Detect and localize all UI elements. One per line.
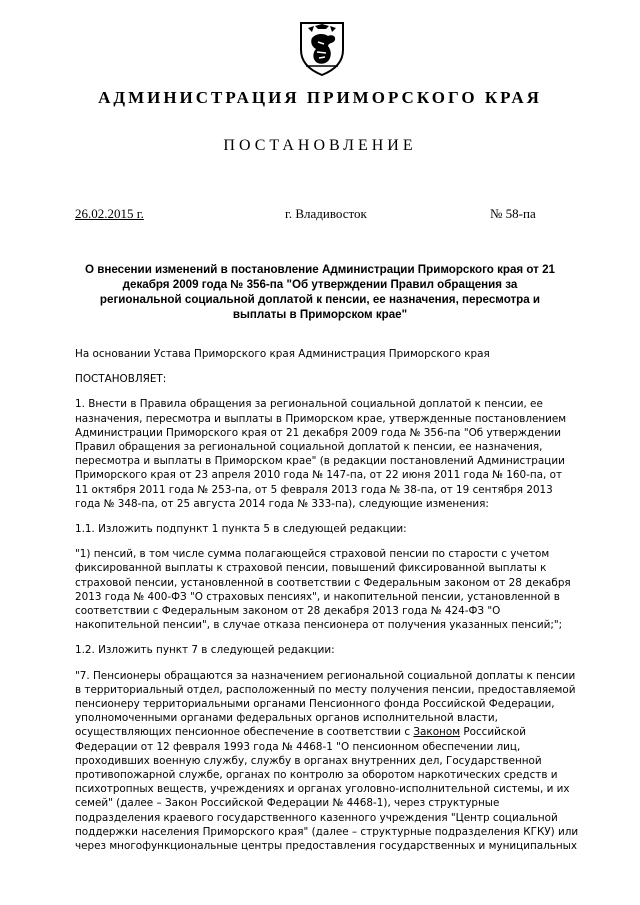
paragraph-item-1-2: 1.2. Изложить пункт 7 в следующей редакции:	[75, 644, 335, 657]
paragraph-item-1	[75, 397, 595, 511]
text-line: Правил обращения за региональной социальной доплатой к пенсии, ее назначения,	[75, 441, 543, 454]
text-line: семей" (далее – Закон Российской Федерации № 4468-1), через структурные	[75, 797, 500, 810]
text-line	[75, 725, 595, 739]
title-line: О внесении изменений в постановление Администрации Приморского края от 21	[85, 263, 555, 276]
text-line: противопожарной службе, органах по контролю за оборотом наркотических средств и	[75, 769, 558, 782]
text-line: психотропных веществ, учреждениях и органах уголовно-исполнительной системы, и их	[75, 783, 570, 796]
title-line: декабря 2009 года № 356-па "Об утверждении Правил обращения за	[122, 278, 518, 291]
text-line: "7. Пенсионеры обращаются за назначением региональной социальной доплаты к пенсии	[75, 669, 576, 682]
paragraph-item-1-1: 1.1. Изложить подпункт 1 пункта 5 в следующей редакции:	[75, 523, 407, 536]
text-line: проходивших военную службу, службу в органах внутренних дел, Государственной	[75, 754, 542, 767]
paragraph-resolves: ПОСТАНОВЛЯЕТ:	[75, 373, 167, 386]
document-date: 26.02.2015 г.	[75, 206, 144, 221]
text-line: Администрации Приморского края от 21 декабря 2009 года № 356-па "Об утверждении	[75, 426, 562, 439]
text-line: 11 октября 2011 года № 253-па, от 5 февраля 2013 года № 38-па, от 19 сентября 2013	[75, 483, 553, 496]
text-line: "1) пенсий, в том числе сумма полагающейся страховой пенсии по старости с учетом	[75, 548, 550, 561]
text-line: подразделения краевого государственного казенного учреждения "Центр социальной	[75, 811, 558, 824]
text-line: страховой пенсии, установленной в соответствии с Федеральным законом от 28 декабря	[75, 576, 571, 589]
text-line: через многофункциональные центры предоставления государственных и муниципальных	[75, 840, 578, 853]
document-number: № 58-па	[490, 206, 536, 221]
text-line: Федерации от 12 февраля 1993 года № 4468-1 "О пенсионном обеспечении лиц,	[75, 740, 521, 753]
paragraph-item-7-quote	[75, 669, 595, 854]
paragraph-basis: На основании Устава Приморского края Администрация Приморского края	[75, 348, 490, 360]
title-line: региональной социальной доплатой к пенсии, ее назначения, пересмотра и	[99, 293, 541, 306]
text-line: 1. Внести в Правила обращения за региональной социальной доплатой к пенсии, ее	[75, 398, 543, 411]
text-fragment: Российской	[460, 726, 527, 739]
document-body	[75, 347, 595, 864]
text-line: уполномоченными органами федеральных органов исполнительной власти,	[75, 712, 498, 725]
law-link[interactable]: Законом	[413, 726, 461, 739]
text-line: фиксированной выплаты к страховой пенсии, повышений фиксированной выплаты к	[75, 562, 547, 575]
text-line: назначения, пересмотра и выплаты в Приморском крае, утвержденные постановлением	[75, 412, 567, 425]
coat-of-arms-icon	[298, 20, 346, 76]
document-type: ПОСТАНОВЛЕНИЕ	[223, 137, 417, 154]
text-line: пересмотра и выплаты в Приморском крае" (в редакции постановлений Администрации	[75, 455, 565, 468]
text-fragment: осуществляющих пенсионное обеспечение в соответствии с	[75, 726, 414, 739]
paragraph-subitem-1-quote	[75, 547, 595, 632]
title-line: выплаты в Приморском крае"	[232, 308, 408, 321]
document-title	[70, 262, 570, 322]
text-line: поддержки населения Приморского края" (далее – структурные подразделения КГКУ) или	[75, 825, 579, 838]
text-line: в территориальный отдел, расположенный по месту получения пенсии, предоставляемой	[75, 683, 576, 696]
text-line: соответствии с Федеральным законом от 28 декабря 2013 года № 424-ФЗ "О	[75, 605, 501, 618]
document-city: г. Владивосток	[285, 206, 367, 221]
text-line: накопительной пенсии", в случае отказа пенсионера от получения указанных пенсий;";	[75, 619, 563, 632]
organization-name: АДМИНИСТРАЦИЯ ПРИМОРСКОГО КРАЯ	[98, 88, 542, 107]
text-line: 2013 года № 400-ФЗ "О страховых пенсиях", и накопительной пенсии, установленной в	[75, 590, 560, 603]
text-line: пенсионеру территориальными органами Пенсионного фонда Российской Федерации,	[75, 698, 555, 711]
text-line: Приморского края от 23 апреля 2010 года № 147-па, от 22 июня 2011 года № 160-па, от	[75, 469, 563, 482]
text-line: года № 348-па, от 25 августа 2014 года № 333-па), следующие изменения:	[75, 497, 489, 510]
